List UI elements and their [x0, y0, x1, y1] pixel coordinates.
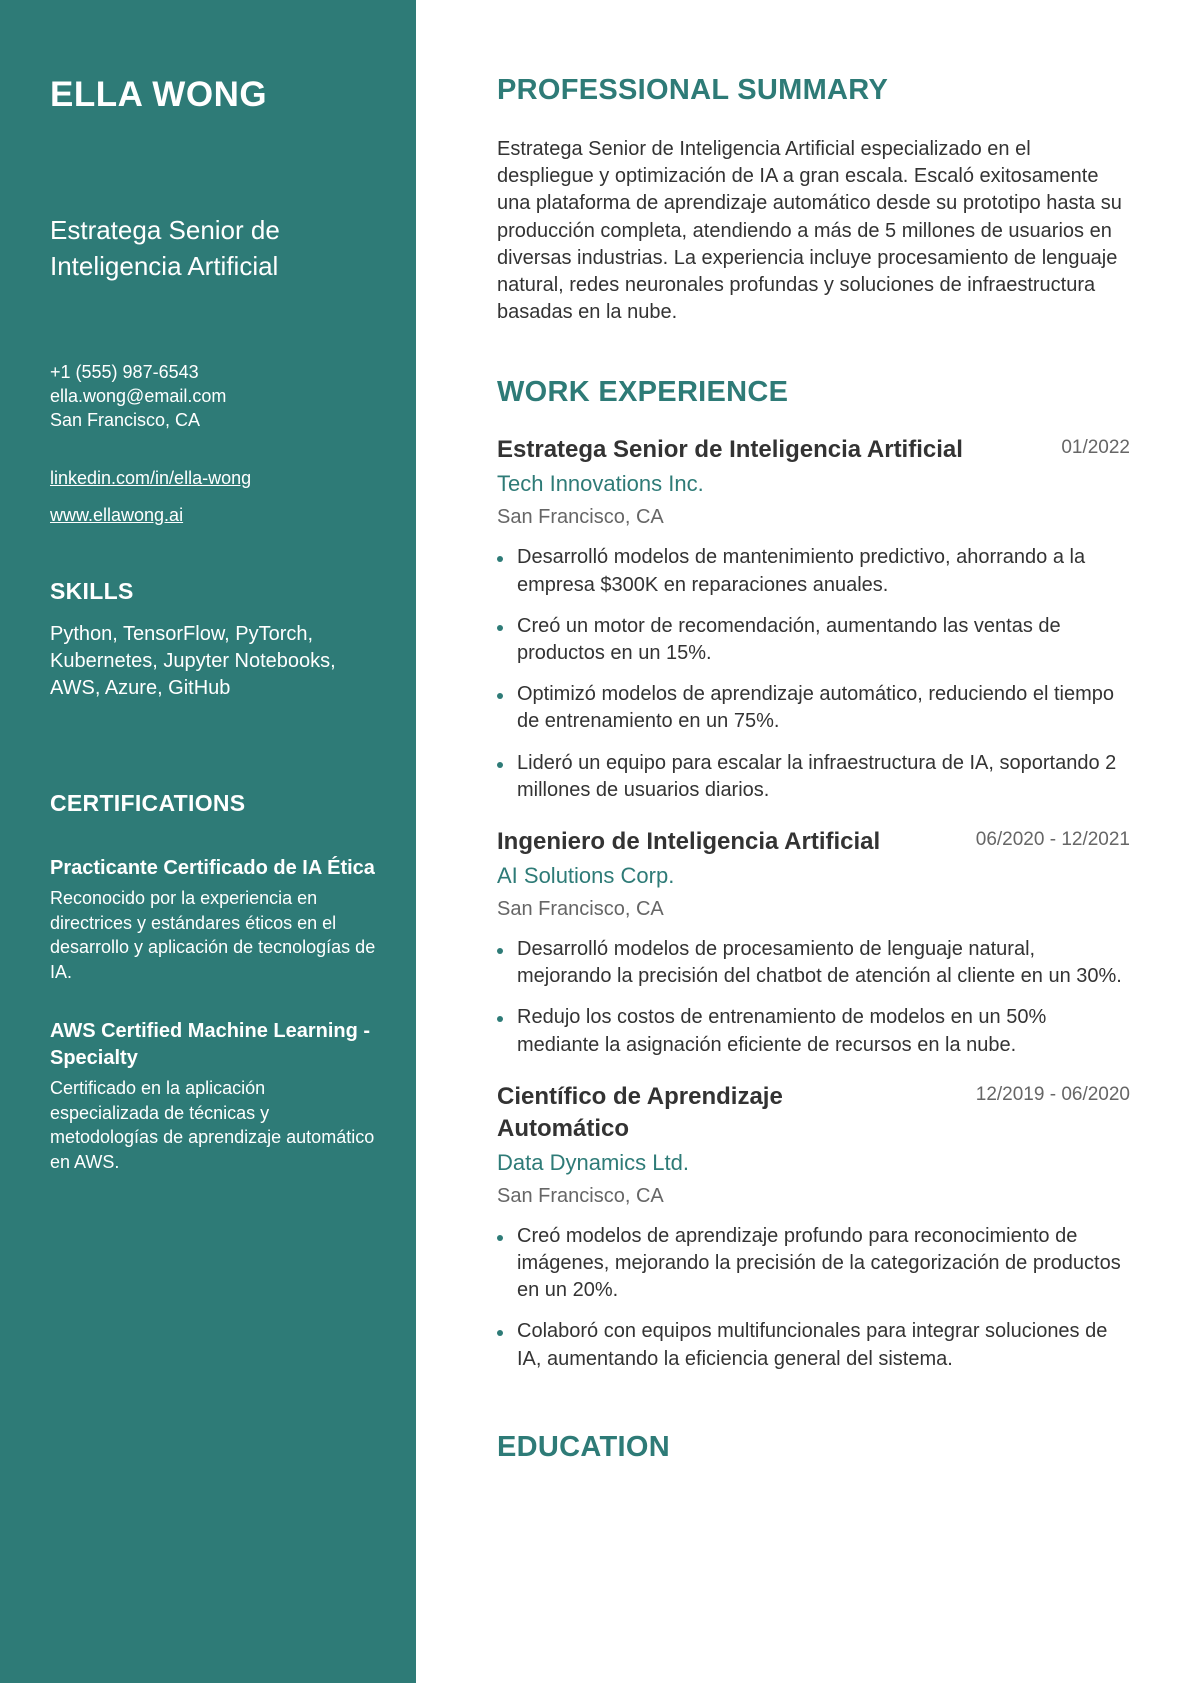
job-date: 12/2019 - 06/2020	[975, 1083, 1130, 1105]
skills-heading: SKILLS	[50, 578, 134, 604]
certification-item	[50, 855, 376, 984]
bullet-dot-icon	[497, 948, 503, 954]
job-title: Ingeniero de Inteligencia Artificial	[497, 828, 881, 856]
bullet-item	[497, 1318, 1130, 1372]
job-entry	[497, 434, 1130, 804]
bullet-item	[497, 544, 1130, 598]
website-link[interactable]: www.ellawong.ai	[50, 505, 184, 525]
job-company: Data Dynamics Ltd.	[497, 1149, 689, 1175]
certification-description: Certificado en la aplicación especializada de técnicas y metodologías de aprendizaje automático en AWS.	[50, 1078, 375, 1172]
bullet-text: Creó modelos de aprendizaje profundo para reconocimiento de imágenes, mejorando la precisión de la categorización de productos en un 20%.	[517, 1224, 1121, 1302]
job-bullets	[497, 936, 1130, 1059]
linkedin-link[interactable]: linkedin.com/in/ella-wong	[50, 468, 252, 488]
contact-block	[50, 360, 376, 432]
certification-item	[50, 1018, 376, 1174]
job-company: AI Solutions Corp.	[497, 863, 675, 889]
certifications-heading: CERTIFICATIONS	[50, 790, 246, 816]
job-entry	[497, 1081, 1130, 1373]
job-location: San Francisco, CA	[497, 506, 664, 529]
main-content	[416, 0, 1190, 1683]
phone-number: +1 (555) 987-6543	[50, 362, 199, 382]
job-bullets	[497, 1223, 1130, 1373]
bullet-dot-icon	[497, 693, 503, 699]
job-location: San Francisco, CA	[497, 1184, 664, 1207]
job-bullets	[497, 544, 1130, 804]
bullet-dot-icon	[497, 625, 503, 631]
job-location: San Francisco, CA	[497, 898, 664, 921]
bullet-dot-icon	[497, 1330, 503, 1336]
job-title: Científico de Aprendizaje Automático	[497, 1082, 783, 1142]
certification-title: Practicante Certificado de IA Ética	[50, 857, 375, 879]
candidate-name: ELLA WONG	[50, 75, 268, 114]
job-date: 01/2022	[1061, 437, 1130, 459]
bullet-text: Creó un motor de recomendación, aumentando las ventas de productos en un 15%.	[517, 614, 1061, 665]
job-entry	[497, 826, 1130, 1059]
bullet-dot-icon	[497, 556, 503, 562]
email-address: ella.wong@email.com	[50, 386, 227, 406]
bullet-text: Lideró un equipo para escalar la infraestructura de IA, soportando 2 millones de usuarios diarios.	[517, 751, 1117, 801]
bullet-text: Colaboró con equipos multifuncionales para integrar soluciones de IA, aumentando la eficiencia general del sistema.	[517, 1320, 1108, 1370]
bullet-text: Desarrolló modelos de procesamiento de lenguaje natural, mejorando la precisión del chatbot de atención al cliente en un 30%.	[517, 938, 1122, 988]
bullet-text: Desarrolló modelos de mantenimiento predictivo, ahorrando a la empresa $300K en reparaciones anuales.	[517, 546, 1086, 596]
bullet-item	[497, 750, 1130, 804]
bullet-text: Redujo los costos de entrenamiento de modelos en un 50% mediante la asignación eficiente de recursos en la nube.	[517, 1006, 1047, 1056]
job-company: Tech Innovations Inc.	[497, 471, 704, 497]
bullet-dot-icon	[497, 1235, 503, 1241]
location: San Francisco, CA	[50, 410, 201, 430]
job-title: Estratega Senior de Inteligencia Artificial	[497, 436, 963, 464]
bullet-item	[497, 936, 1130, 990]
summary-heading: PROFESSIONAL SUMMARY	[497, 74, 889, 106]
skills-list: Python, TensorFlow, PyTorch, Kubernetes, Jupyter Notebooks, AWS, Azure, GitHub	[50, 623, 336, 699]
bullet-text: Optimizó modelos de aprendizaje automático, reduciendo el tiempo de entrenamiento en un 75%.	[517, 683, 1115, 733]
job-date: 06/2020 - 12/2021	[975, 829, 1130, 851]
sidebar	[0, 0, 416, 1683]
candidate-title: Estratega Senior de Inteligencia Artificial	[50, 215, 280, 281]
bullet-item	[497, 613, 1130, 667]
bullet-item	[497, 681, 1130, 735]
summary-text: Estratega Senior de Inteligencia Artificial especializado en el despliegue y optimización de IA a gran escala. Escaló exitosamente una plataforma de aprendizaje automático desde su prototipo hasta su producción completa, atendiendo a más de 5 millones de usuarios en diversas industrias. La experiencia incluye procesamiento de lenguaje natural, redes neuronales profundas y soluciones de infraestructura basadas en la nube.	[497, 138, 1122, 324]
bullet-dot-icon	[497, 762, 503, 768]
bullet-dot-icon	[497, 1016, 503, 1022]
certification-description: Reconocido por la experiencia en directrices y estándares éticos en el desarrollo y aplicación de tecnologías de IA.	[50, 888, 376, 982]
bullet-item	[497, 1004, 1130, 1058]
certification-title: AWS Certified Machine Learning - Specialty	[50, 1020, 371, 1069]
work-experience-heading: WORK EXPERIENCE	[497, 376, 789, 409]
education-heading: EDUCATION	[497, 1430, 670, 1463]
bullet-item	[497, 1223, 1130, 1305]
